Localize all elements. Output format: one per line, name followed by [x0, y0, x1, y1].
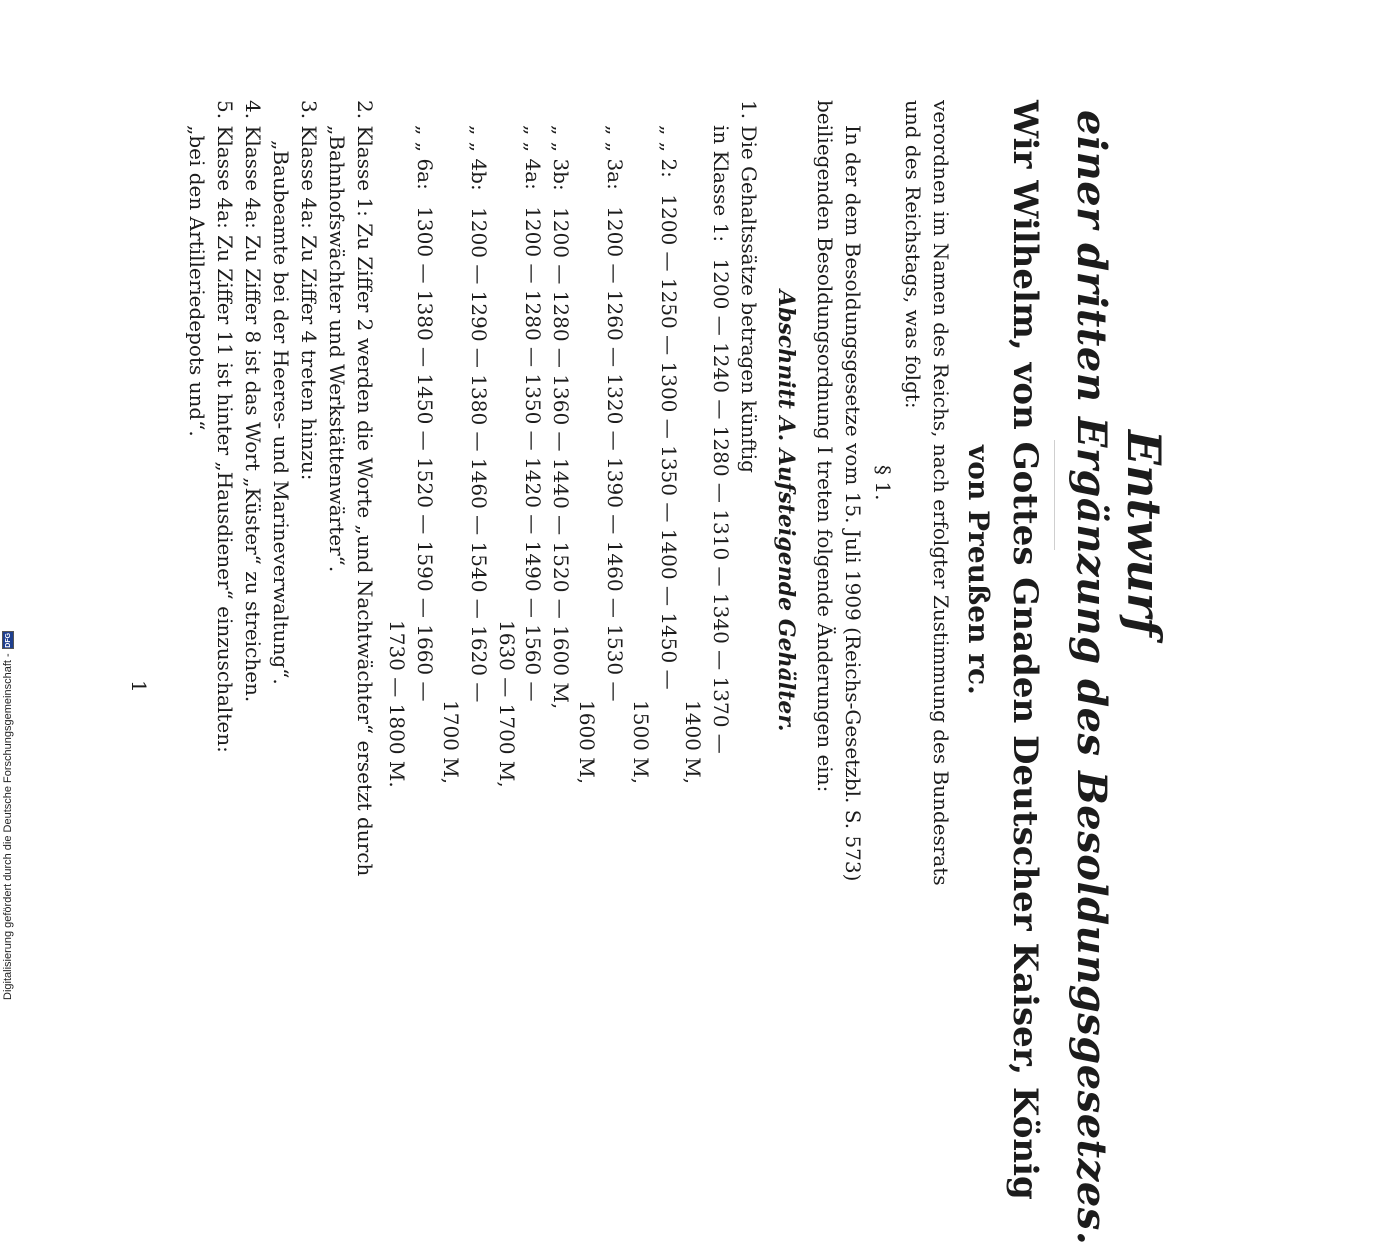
- rate-row: [707, 125, 735, 754]
- item2-line2: „Bahnhofswächter und Werkstättenwärter“.: [325, 125, 349, 573]
- rate-row-cont: 1730 — 1800 M.: [385, 620, 409, 788]
- rate-values: 1200 — 1280 — 1360 — 1440 — 1520 — 1600 M,: [549, 207, 573, 710]
- item5-line2: „bei den Artilleriedepots und“.: [185, 125, 209, 437]
- rate-values: 1200 — 1240 — 1280 — 1310 — 1340 — 1370 —: [709, 258, 733, 754]
- document-title: Entwurf: [1117, 430, 1171, 637]
- item3-line2: „Baubeamte bei der Heeres- und Marineverwaltung“.: [269, 140, 293, 685]
- rate-values: 1200 — 1250 — 1300 — 1350 — 1400 — 1450 —: [657, 194, 681, 690]
- title-rule: [1054, 440, 1055, 550]
- paragraph-mark: § 1.: [871, 465, 895, 501]
- rate-row-cont: 1600 M,: [575, 700, 599, 785]
- enactment-line2: und des Reichstags, was folgt:: [901, 100, 925, 409]
- rate-row: [411, 125, 439, 702]
- item3-line1: 3. Klasse 4a: Zu Ziffer 4 treten hinzu:: [297, 100, 321, 481]
- rate-class: „ „ 2:: [657, 125, 681, 178]
- section-heading: Abschnitt A. Aufsteigende Gehälter.: [773, 290, 799, 732]
- rate-values: 1200 — 1290 — 1380 — 1460 — 1540 — 1620 —: [467, 207, 491, 703]
- rate-row-cont: 1630 — 1700 M,: [495, 620, 519, 788]
- digitization-note: [0, 631, 16, 1000]
- intro-line2: beiliegenden Besoldungsordnung I treten folgende Änderungen ein:: [813, 100, 837, 793]
- rate-row: [547, 125, 575, 709]
- rate-row: [465, 125, 493, 702]
- enactment-line1: verordnen im Namen des Reichs, nach erfolgter Zustimmung des Bundesrats: [929, 100, 953, 886]
- rate-class: „ „ 4a:: [521, 125, 545, 190]
- rate-class: „ „ 6a:: [413, 125, 437, 190]
- dfg-logo-icon: DFG: [2, 631, 14, 649]
- rate-class: „ „ 3a:: [603, 125, 627, 190]
- rate-class: in Klasse 1:: [709, 125, 733, 243]
- preamble-line1: Wir Wilhelm, von Gottes Gnaden Deutscher Kaiser, König: [1005, 100, 1045, 1200]
- rate-values: 1300 — 1380 — 1450 — 1520 — 1590 — 1660 —: [413, 206, 437, 702]
- rate-class: „ „ 4b:: [467, 125, 491, 191]
- rate-row-cont: 1500 M,: [629, 700, 653, 785]
- rate-class: „ „ 3b:: [549, 125, 573, 191]
- intro-line1: In der dem Besoldungsgesetze vom 15. Juli 1909 (Reichs-Gesetzbl. S. 573): [841, 125, 865, 882]
- item5-line1: 5. Klasse 4a: Zu Ziffer 11 ist hinter „Hausdiener“ einzuschalten:: [213, 100, 237, 753]
- rate-values: 1200 — 1280 — 1350 — 1420 — 1490 — 1560 —: [521, 206, 545, 702]
- page-number: 1: [127, 680, 151, 693]
- rate-row-cont: 1700 M,: [439, 700, 463, 785]
- rate-row: [601, 125, 629, 702]
- rate-row: [655, 125, 683, 690]
- rate-values: 1200 — 1260 — 1320 — 1390 — 1460 — 1530 —: [603, 206, 627, 702]
- preamble-line2: von Preußen rc.: [962, 445, 995, 695]
- item1-intro: 1. Die Gehaltssätze betragen künftig: [737, 100, 761, 473]
- digitization-text: Digitalisierung gefördert durch die Deutsche Forschungsgemeinschaft -: [2, 653, 14, 1000]
- item4-line1: 4. Klasse 4a: Zu Ziffer 8 ist das Wort „Küster“ zu streichen.: [241, 100, 265, 703]
- document-subtitle: einer dritten Ergänzung des Besoldungsgesetzes.: [1068, 110, 1115, 1245]
- item2-line1: 2. Klasse 1: Zu Ziffer 2 werden die Worte „und Nachtwächter“ ersetzt durch: [353, 100, 377, 877]
- rate-row-cont: 1400 M,: [681, 700, 705, 785]
- rate-row: [519, 125, 547, 702]
